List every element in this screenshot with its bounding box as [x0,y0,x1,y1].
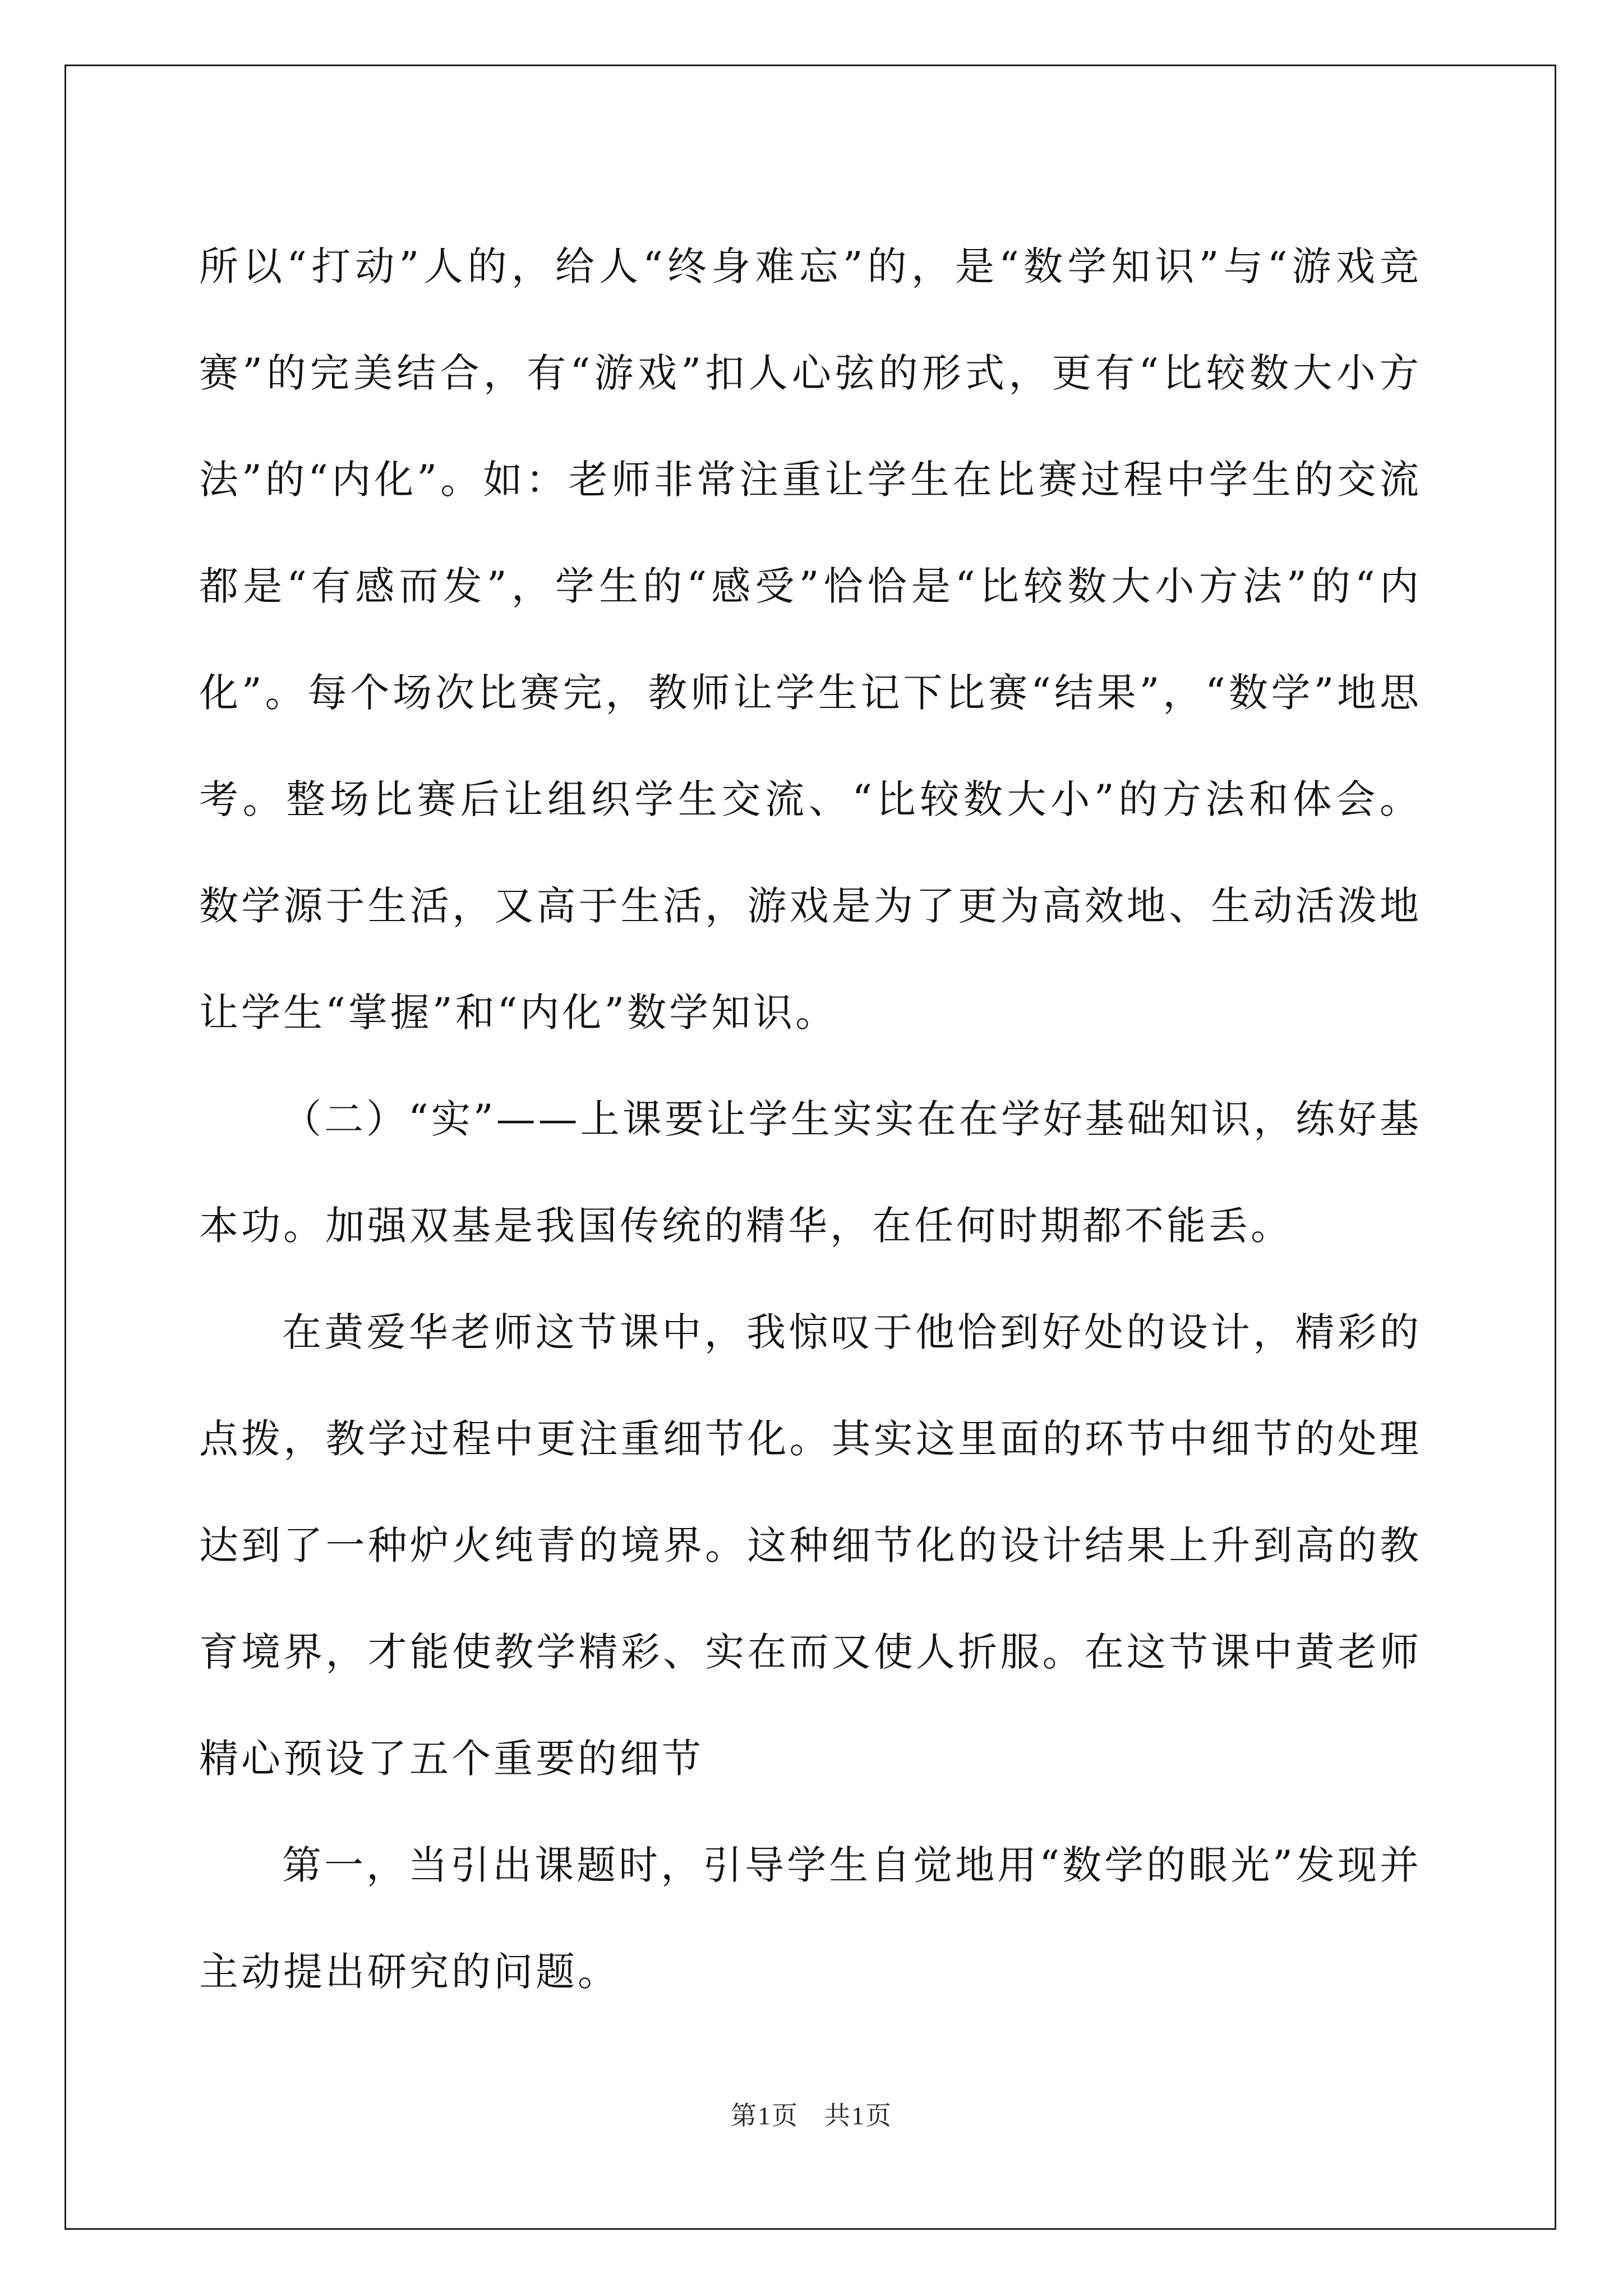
paragraph-teaching-details: 在黄爱华老师这节课中，我惊叹于他恰到好处的设计，精彩的点拨，教学过程中更注重细节化。其实这里面的环节中细节的处理达到了一种炉火纯青的境界。这种细节化的设计结果上升到高的教育境界，才能使教学精彩、实在而又使人折服。在这节课中黄老师精心预设了五个重要的细节 [199,1309,1422,1782]
document-body [199,213,1422,2025]
paragraph-games-and-math: 所以“打动”人的，给人“终身难忘”的，是“数学知识”与“游戏竞赛”的完美结合，有“游戏”扣人心弦的形式，更有“比较数大小方法”的“内化”。如：老师非常注重让学生在比赛过程中学生的交流都是“有感而发”，学生的“感受”恰恰是“比较数大小方法”的“内化”。每个场次比赛完，教师让学生记下比赛“结果”，“数学”地思考。整场比赛后让组织学生交流、“比较数大小”的方法和体会。数学源于生活，又高于生活，游戏是为了更为高效地、生动活泼地让学生“掌握”和“内化”数学知识。 [199,243,1422,1036]
paragraph-first-detail: 第一，当引出课题时，引导学生自觉地用“数学的眼光”发现并主动提出研究的问题。 [199,1842,1422,1995]
page-total: 共1页 [824,2101,892,2130]
paragraph-solid-basics: （二）“实”——上课要让学生实实在在学好基础知识，练好基本功。加强双基是我国传统的精华，在任何时期都不能丢。 [199,1096,1422,1249]
page-number: 第1页 [731,2101,799,2130]
page-footer [0,2095,1623,2132]
